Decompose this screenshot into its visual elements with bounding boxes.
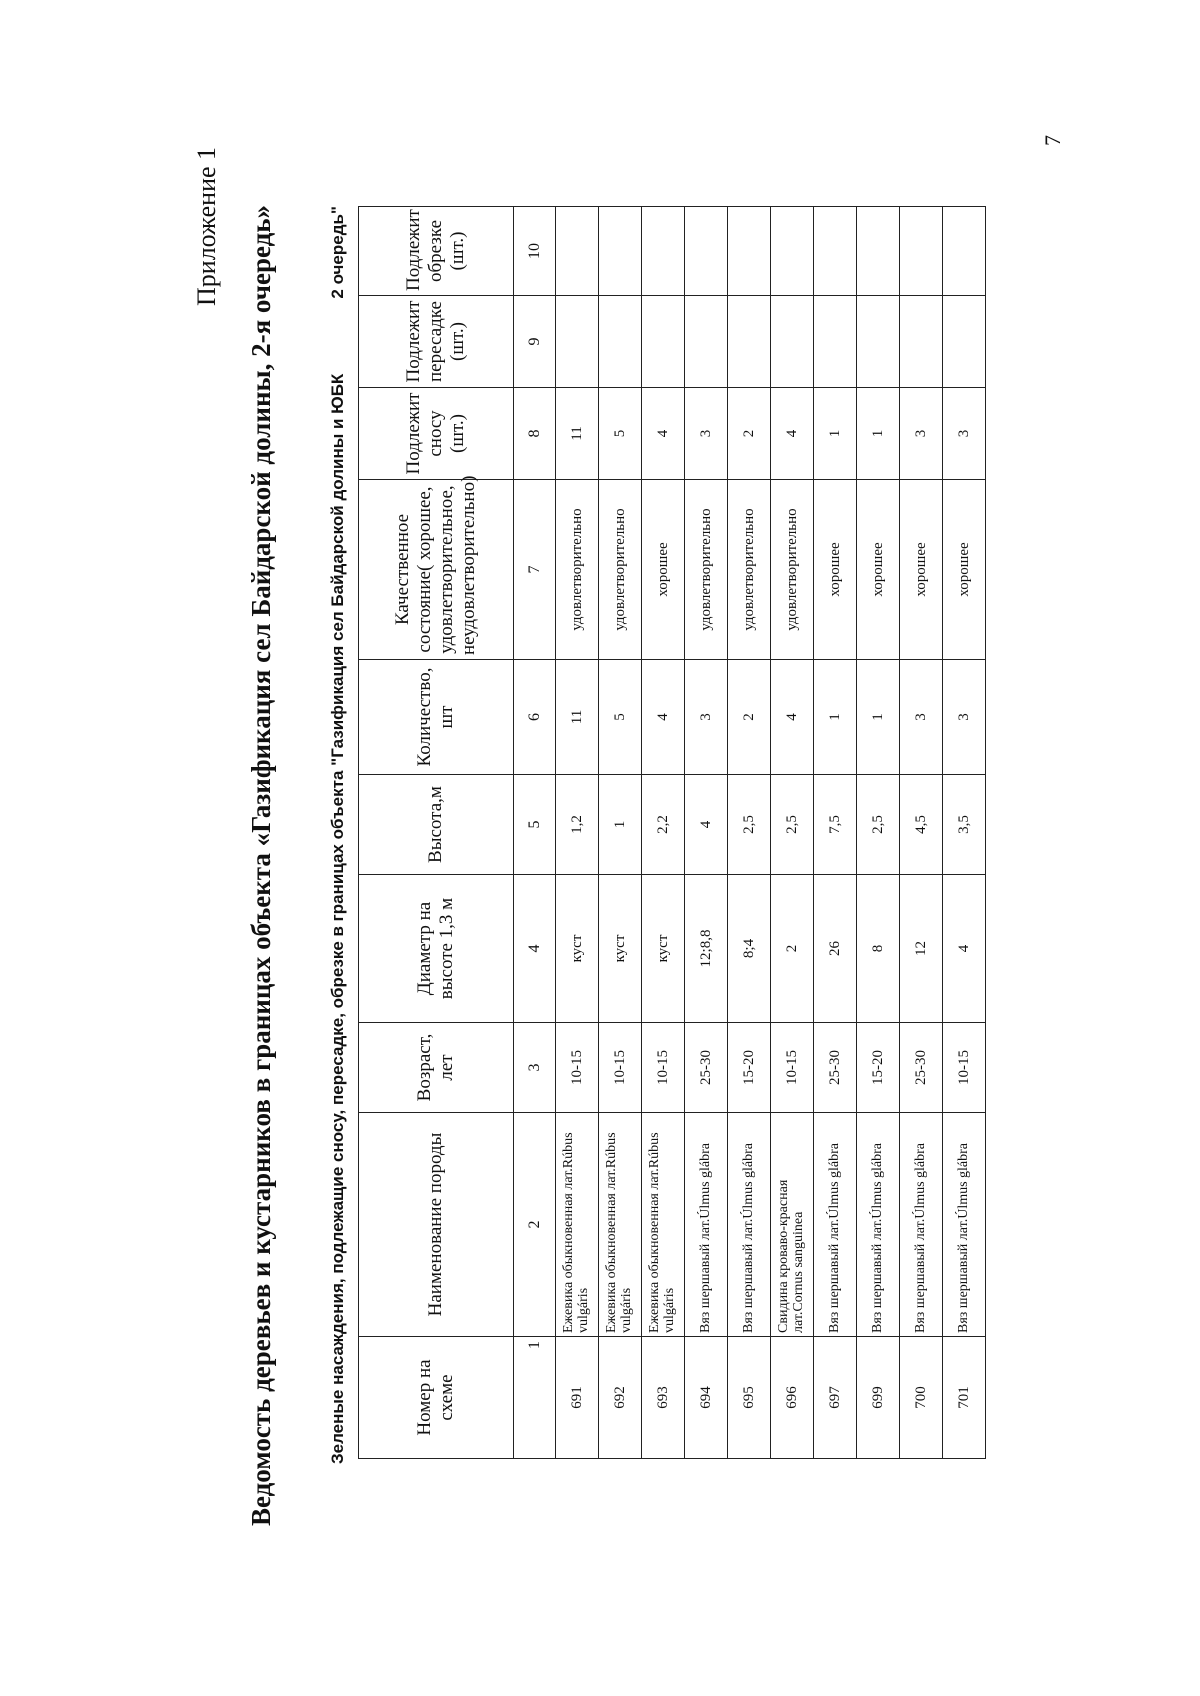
cell-height: 4 [685,775,728,875]
cell-name: Вяз шершавый лат.Úlmus glábra [943,1113,986,1337]
cell-state: удовлетворительно [556,480,599,660]
cell-demolish: 4 [642,388,685,480]
cell-name: Вяз шершавый лат.Úlmus glábra [728,1113,771,1337]
cell-count: 3 [943,660,986,775]
cell-age: 10-15 [943,1023,986,1113]
cell-state: удовлетворительно [685,480,728,660]
cell-trim [599,207,642,296]
cell-height: 2,5 [728,775,771,875]
appendix-label: Приложение 1 [192,146,221,306]
cell-num: 697 [814,1337,857,1459]
cell-name: Вяз шершавый лат.Úlmus glábra [857,1113,900,1337]
cell-demolish: 3 [943,388,986,480]
cell-state: хорошее [943,480,986,660]
cell-count: 5 [599,660,642,775]
cell-height: 3,5 [943,775,986,875]
cell-diameter: 8 [857,875,900,1023]
cell-trim [814,207,857,296]
table-row [943,207,986,1459]
cell-count: 1 [814,660,857,775]
cell-diameter: куст [599,875,642,1023]
queue-label: 2 очередь" [328,206,347,299]
column-number: 7 [514,480,556,660]
cell-height: 1,2 [556,775,599,875]
cell-transplant [642,296,685,388]
cell-trim [857,207,900,296]
cell-name: Вяз шершавый лат.Úlmus glábra [685,1113,728,1337]
cell-trim [642,207,685,296]
cell-count: 11 [556,660,599,775]
cell-transplant [857,296,900,388]
cell-transplant [814,296,857,388]
column-header: Подлежит сносу (шт.) [359,388,514,480]
cell-demolish: 2 [728,388,771,480]
table-row [556,207,599,1459]
cell-name: Вяз шершавый лат.Úlmus glábra [900,1113,943,1337]
table-header-row [359,207,514,1459]
table-row [771,207,814,1459]
column-header: Количество, шт [359,660,514,775]
cell-trim [900,207,943,296]
cell-trim [556,207,599,296]
cell-height: 2,2 [642,775,685,875]
column-number: 2 [514,1113,556,1337]
cell-transplant [599,296,642,388]
cell-diameter: 12;8,8 [685,875,728,1023]
cell-transplant [728,296,771,388]
cell-state: хорошее [814,480,857,660]
cell-trim [685,207,728,296]
column-header: Подлежит пересадке (шт.) [359,296,514,388]
cell-state: хорошее [642,480,685,660]
cell-demolish: 3 [685,388,728,480]
column-number: 4 [514,875,556,1023]
cell-diameter: куст [642,875,685,1023]
cell-demolish: 11 [556,388,599,480]
cell-state: удовлетворительно [599,480,642,660]
cell-demolish: 3 [900,388,943,480]
table-row [900,207,943,1459]
cell-diameter: 4 [943,875,986,1023]
column-header: Диаметр на высоте 1,3 м [359,875,514,1023]
cell-state: хорошее [900,480,943,660]
cell-name: Ежевика обыкновенная лат.Rúbus vulgáris [556,1113,599,1337]
cell-name: Свидина кроваво-красная лат.Cornus sanguinea [771,1113,814,1337]
cell-transplant [943,296,986,388]
cell-count: 3 [685,660,728,775]
cell-num: 699 [857,1337,900,1459]
cell-age: 10-15 [771,1023,814,1113]
cell-transplant [685,296,728,388]
cell-demolish: 4 [771,388,814,480]
cell-trim [728,207,771,296]
cell-num: 692 [599,1337,642,1459]
cell-num: 695 [728,1337,771,1459]
cell-num: 693 [642,1337,685,1459]
cell-num: 694 [685,1337,728,1459]
cell-height: 1 [599,775,642,875]
cell-count: 4 [642,660,685,775]
cell-age: 15-20 [857,1023,900,1113]
column-header: Возраст, лет [359,1023,514,1113]
cell-diameter: куст [556,875,599,1023]
cell-height: 2,5 [857,775,900,875]
subtitle-row [328,206,358,1464]
cell-name: Вяз шершавый лат.Úlmus glábra [814,1113,857,1337]
table-row [599,207,642,1459]
column-number: 8 [514,388,556,480]
column-header: Наименование породы [359,1113,514,1337]
cell-transplant [556,296,599,388]
table-row [857,207,900,1459]
column-header: Подлежит обрезке (шт.) [359,207,514,296]
cell-trim [771,207,814,296]
column-number: 9 [514,296,556,388]
cell-height: 2,5 [771,775,814,875]
page-number: 7 [1040,135,1065,146]
cell-num: 700 [900,1337,943,1459]
cell-height: 4,5 [900,775,943,875]
cell-height: 7,5 [814,775,857,875]
table-subtitle: Зеленые насаждения, подлежащие сносу, пересадке, обрезке в границах объекта "Газификация сел Байдарской долины и ЮБК [328,373,347,1464]
cell-age: 25-30 [900,1023,943,1113]
cell-demolish: 1 [814,388,857,480]
table-row [642,207,685,1459]
cell-state: удовлетворительно [728,480,771,660]
column-number: 1 [514,1337,556,1459]
cell-count: 1 [857,660,900,775]
cell-count: 3 [900,660,943,775]
column-header: Качественное состояние( хорошее, удовлетворительное, неудовлетворительно) [359,480,514,660]
cell-name: Ежевика обыкновенная лат.Rúbus vulgáris [642,1113,685,1337]
column-number-row [514,207,556,1459]
cell-num: 696 [771,1337,814,1459]
cell-age: 25-30 [814,1023,857,1113]
column-number: 10 [514,207,556,296]
cell-age: 10-15 [599,1023,642,1113]
column-header: Номер на схеме [359,1337,514,1459]
cell-num: 701 [943,1337,986,1459]
table-row [814,207,857,1459]
cell-trim [943,207,986,296]
column-number: 5 [514,775,556,875]
cell-name: Ежевика обыкновенная лат.Rúbus vulgáris [599,1113,642,1337]
cell-transplant [900,296,943,388]
cell-state: хорошее [857,480,900,660]
cell-age: 10-15 [642,1023,685,1113]
column-number: 6 [514,660,556,775]
cell-diameter: 2 [771,875,814,1023]
cell-age: 10-15 [556,1023,599,1113]
cell-demolish: 5 [599,388,642,480]
cell-diameter: 26 [814,875,857,1023]
cell-age: 15-20 [728,1023,771,1113]
cell-state: удовлетворительно [771,480,814,660]
cell-transplant [771,296,814,388]
table-row [728,207,771,1459]
cell-diameter: 8;4 [728,875,771,1023]
cell-age: 25-30 [685,1023,728,1113]
cell-count: 2 [728,660,771,775]
cell-demolish: 1 [857,388,900,480]
document-title: Ведомость деревьев и кустарников в границах объекта «Газификация сел Байдарской долины, 2-я очередь» [246,204,276,1526]
table-row [685,207,728,1459]
cell-num: 691 [556,1337,599,1459]
column-number: 3 [514,1023,556,1113]
cell-count: 4 [771,660,814,775]
cell-diameter: 12 [900,875,943,1023]
column-header: Высота,м [359,775,514,875]
plantings-table [358,206,986,1459]
